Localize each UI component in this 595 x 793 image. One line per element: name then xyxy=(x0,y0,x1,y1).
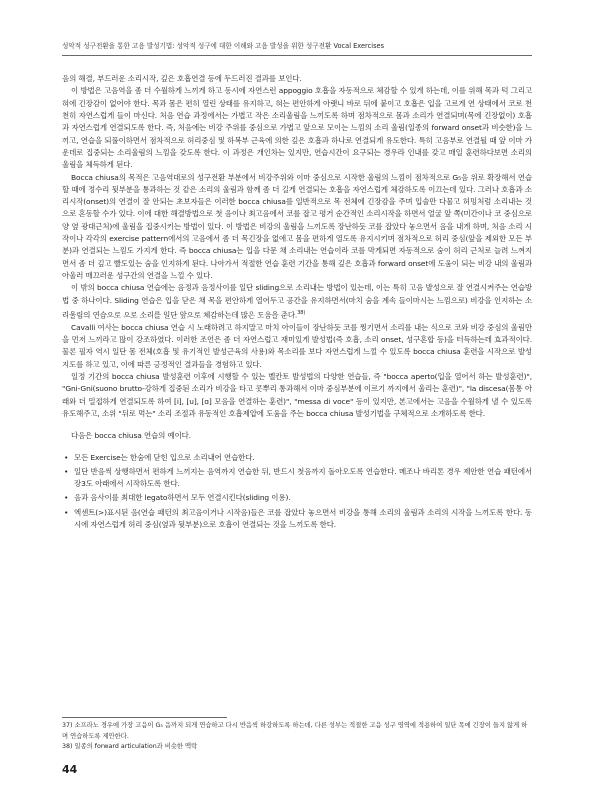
footnotes xyxy=(62,721,532,753)
footnote-ref-38: 38) xyxy=(297,309,306,316)
list-item: • 일단 반음씩 상행하면서 편하게 느끼지는 음역까지 연습한 뒤, 반드시 첫음까지 돌아오도록 연습한다. 메조나 바리톤 경우 제안한 연습 패턴에서 장3도 아래에서 시작하도록 한다. xyxy=(64,466,532,489)
example-intro: 다음은 bocca chiusa 연습의 예이다. xyxy=(71,431,192,441)
running-header xyxy=(62,40,532,54)
paragraph-1: 음의 해결, 부드러운 소리시작, 깊은 호흡연결 등에 두드러진 결과를 보인다. xyxy=(62,74,302,83)
list-item: • 엑센트(>)표시된 음(연습 패턴의 최고음이거나 시작음)들은 코를 잡았다 놓으면서 비강을 통해 소리의 울림과 소리의 시작을 느끼도록 한다. 동시에 자연스럽게 허리 중심(옆과 뒷부분)으로 호흡이 연결되는 것을 느끼도록 한다. xyxy=(64,507,532,530)
exercise-list xyxy=(62,452,532,532)
paragraph-4-text: 이 밖의 bocca chiusa 연습에는 음정과 음정사이를 일단 sliding으로 소리내는 방법이 있는데, 이는 특히 고음 발성으로 잘 연결시켜주는 연습방법 중 하나이다. Sliding 연습은 입을 닫은 채 목을 편안하게 열어두고 공간을 유지하면서(마치 숨을 계속 들이마시는 느낌으로) 비강을 인지하는 소리울림의 연습으로 으로 소리를 일단 앞으로 체감하는데 많은 도움을 준다. xyxy=(62,283,532,320)
bullet-icon: • xyxy=(64,452,69,462)
bullet-icon: • xyxy=(64,493,69,503)
paragraph-4 xyxy=(62,282,532,321)
main-text xyxy=(62,73,532,533)
paragraph-5: Cavalli 여사는 bocca chiusa 연습 시 노래하려고 하지말고 마치 아이들이 장난하듯 코를 찡기면서 소리를 내는 식으로 코와 비강 중심의 울림만을 먼저 느끼라고 많이 강조하였다. 이러한 조언은 좀 더 자연스럽고 재미있게 발성법(즉 호흡, 소리 onset, 성구혼합 등)을 터득하는데 효과적이다. 물론 필자 역시 일단 몸 전체(호흡 및 유기적인 발성근육의 사용)와 목소리를 보다 자연스럽게 느낄 수 있도록 bocca chiusa 훈련을 시작으로 발성지도를 하고 있고, 이에 따른 긍정적인 결과들을 경험하고 있다. xyxy=(62,322,532,369)
footnote-37: 37) 소프라노 경우에 가장 고음이 G₅ 음까지 되게 연습하고 다시 반음씩 하강하도록 하는데, 다른 성부는 적절한 고음 성구 영역에 적용하여 일단 목에 긴장이 들지 않게 하며 연습하도록 제안한다. xyxy=(62,722,528,740)
list-item: • 음과 음사이를 최대한 legato하면서 모두 연결시킨다(sliding 이용). xyxy=(62,492,532,504)
bullet-icon: • xyxy=(64,466,69,476)
footnote-divider xyxy=(62,717,227,718)
page-number: 44 xyxy=(62,763,78,776)
bullet-icon: • xyxy=(64,507,69,517)
footnote-38: 38) 일종의 forward articulation과 비슷한 맥락 xyxy=(62,743,198,751)
header-divider xyxy=(62,55,532,56)
running-title: 성악적 성구전환을 통한 고음 발성기법: 성악적 성구에 대한 이해와 고음 발성을 위한 성구전환 Vocal Exercises xyxy=(62,42,385,50)
paragraph-2: 이 방법은 고음역을 좀 더 수월하게 느끼게 하고 동시에 자연스런 appoggio 호흡을 자동적으로 체감할 수 있게 하는데, 이를 위해 목과 턱 그리고 혀에 긴장감이 없어야 한다. 목과 몸은 편히 열린 상태를 유지하고, 혀는 편안하게 아랫니 바로 뒤에 붙이고 호흡은 입을 고르게 연 상태에서 코로 천천히 자연스럽게 들이 마신다. 처음 연습 과정에서는 가볍고 작은 소리울림을 느끼도록 하며 점차적으로 몸과 소리가 연결되며(목에 긴장없이) 호흡과 자연스럽게 연결되도록 한다. 즉, 처음에는 비강 주위를 중심으로 가볍고 앞으로 모이는 느낌의 소리 울림(일종의 forward onset과 비슷한)을 느끼고, 연습을 되풀이하면서 점차적으로 허리중심 및 하복부 근육에 의한 깊은 호흡과 하나로 연결되게 유도한다. 특히 고음부로 연결될 때 앞 이마 가운데로 집중되는 소리울림의 느낌을 갖도록 한다. 이 과정은 개인차는 있지만, 연습시간이 요구되는 경우라 인내를 갖고 매일 훈련하다보면 소리의 울림을 체득하게 된다. xyxy=(62,86,532,170)
paragraph-6: 일정 기간의 bocca chiusa 발성훈련 이후에 시행할 수 있는 벨칸토 발성법의 다양한 연습들, 즉 "bocca aperto(입을 열어서 하는 발성훈련)", "Gni-Gni(suono brutto-강하게 집중된 소리가 비강을 타고 콧뿌리 통과해서 이마 중심부분에 이르기 까지에서 울리는 훈련)", "la discesa(몸통 아래와 더 밀접하게 연결되도록 하여 [i], [u], [ɑ] 모음을 연결하는 훈련)", "messa di voce" 등이 있지만, 본고에서는 고음을 수월하게 낼 수 있도록 유도해주고, 소위 "뒤로 먹는" 소리 조절과 유동적인 호흡제압에 도움을 주는 bocca chiusa 발성기법을 구체적으로 소개하도록 한다. xyxy=(62,371,532,418)
list-item: • 모든 Exercise는 한숨에 닫힌 입으로 소리내어 연습한다. xyxy=(62,452,532,464)
paragraph-3: Bocca chiusa의 목적은 고음역대로의 성구전환 부분에서 비강주위와 이마 중심으로 시작한 울림의 느낌이 점차적으로 G₅음 위로 확장해서 연습할 때에 정수리 뒷부분을 통과하는 것 같은 소리의 울림과 함께 좀 더 길게 연결되는 호흡을 자연스럽게 체감하도록 이끄는데 있다. 그러나 호흡과 소리시작(onset)의 연결이 잘 안되는 초보자들은 이러한 bocca chiusa를 일반적으로 목 전체에 긴장감을 주며 입술만 다물고 허밍처럼 소리내는 것으로 혼동할 수가 있다. 이에 대한 해결방법으로 첫 음이나 최고음에서 코를 잡고 평거 순간적인 소리시작을 하면서 얼굴 앞 쪽(미간이나 코 중심으로 양 옆 광대근처)에 울림을 집중시키는 방법이 있다. 이 방법은 비강의 울림을 느끼도록 장난하듯 코를 잡았다 놓으면서 음을 내게 하며, 처음 소리 시작이나 각각의 exercise pattern에서의 고음에서 좀 더 목긴장을 없애고 몸을 편하게 열도록 유지시키며 점차적으로 허리 중심(앞을 제외한 모든 부분)과 연결되는 느낌도 가지게 한다. 즉 bocca chiusa는 입을 다문 채 소리내는 연습이라 코를 막게되면 자동적으로 숨이 허리 근처로 늘려 느껴지면서 좀 더 깊고 빨도있는 숨을 인지하게 된다. 나아가서 적절한 연습 훈련 기간을 통해 깊은 호흡과 forward onset에 도움이 되는 비강 내의 울림과 아울러 매끄러운 성구간의 연결을 느낄 수 있다. xyxy=(62,172,532,280)
